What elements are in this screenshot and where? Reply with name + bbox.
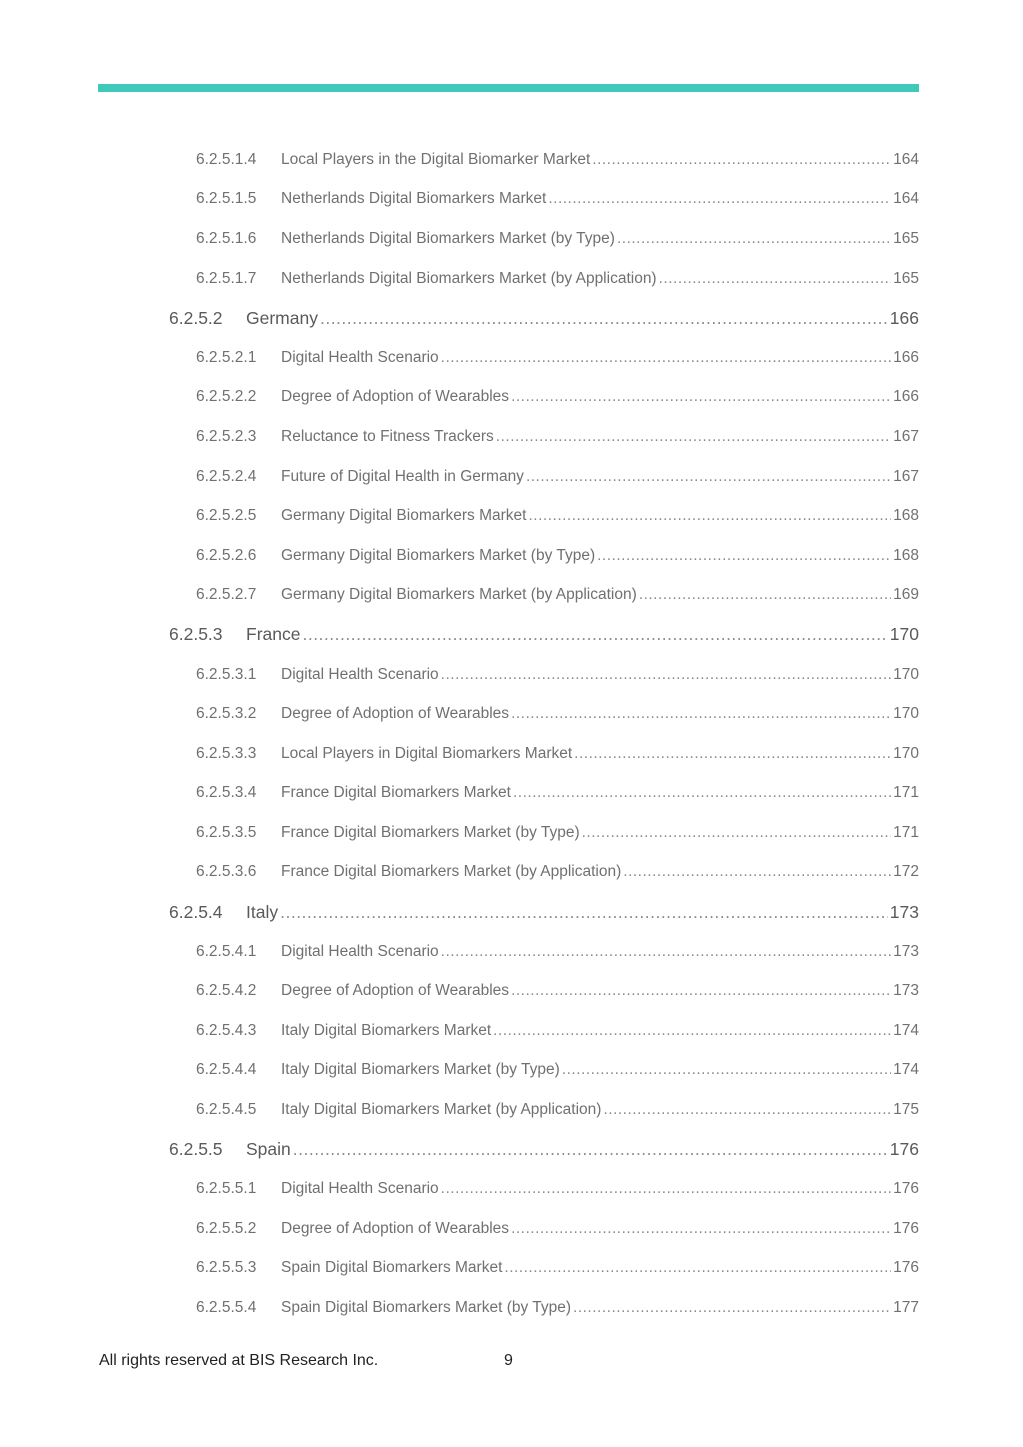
toc-entry[interactable] xyxy=(0,1209,1023,1249)
toc-entry-title: Reluctance to Fitness Trackers xyxy=(281,427,494,445)
toc-entry-title: Netherlands Digital Biomarkers Market xyxy=(281,190,547,208)
toc-entry-number: 6.2.5.4 xyxy=(169,901,223,922)
toc-dot-leader xyxy=(441,1180,891,1198)
toc-entry[interactable] xyxy=(0,615,1023,655)
toc-entry-title: Italy Digital Biomarkers Market xyxy=(281,1021,492,1039)
toc-dot-leader xyxy=(320,308,888,329)
toc-entry-title: Digital Health Scenario xyxy=(281,1180,439,1198)
toc-entry-page: 173 xyxy=(889,901,919,922)
header-accent-bar xyxy=(98,84,919,92)
toc-entry[interactable] xyxy=(0,259,1023,299)
toc-entry[interactable] xyxy=(0,1051,1023,1091)
toc-entry[interactable] xyxy=(0,892,1023,932)
toc-dot-leader xyxy=(441,349,891,367)
toc-entry-page: 168 xyxy=(893,507,919,525)
toc-dot-leader xyxy=(302,624,887,645)
toc-entry-title: Netherlands Digital Biomarkers Market (by Type) xyxy=(281,229,615,247)
toc-entry-page: 170 xyxy=(893,705,919,723)
toc-entry-page: 174 xyxy=(893,1021,919,1039)
toc-entry[interactable] xyxy=(0,1288,1023,1328)
toc-entry-number: 6.2.5.4.5 xyxy=(196,1101,257,1119)
toc-dot-leader xyxy=(513,784,891,802)
toc-entry-number: 6.2.5.4.1 xyxy=(196,942,257,960)
toc-dot-leader xyxy=(548,190,891,208)
toc-dot-leader xyxy=(592,151,891,169)
toc-entry-page: 170 xyxy=(893,744,919,762)
toc-entry-title: France Digital Biomarkers Market xyxy=(281,784,511,802)
toc-entry-page: 166 xyxy=(889,307,919,328)
toc-entry[interactable] xyxy=(0,853,1023,893)
toc-entry-title: Digital Health Scenario xyxy=(281,348,439,366)
toc-entry-number: 6.2.5.5.1 xyxy=(196,1180,257,1198)
toc-dot-leader xyxy=(573,1299,891,1317)
toc-entry-page: 176 xyxy=(893,1259,919,1277)
toc-entry-title: Degree of Adoption of Wearables xyxy=(281,1219,510,1237)
toc-entry-page: 165 xyxy=(893,269,919,287)
footer-copyright: All rights reserved at BIS Research Inc. xyxy=(99,1352,379,1369)
toc-entry[interactable] xyxy=(0,655,1023,695)
toc-entry-number: 6.2.5.3.6 xyxy=(196,863,257,881)
toc-dot-leader xyxy=(511,982,891,1000)
toc-entry-title: Degree of Adoption of Wearables xyxy=(281,705,510,723)
toc-dot-leader xyxy=(659,270,892,288)
toc-entry-title: Degree of Adoption of Wearables xyxy=(281,388,510,406)
toc-entry-title: Spain Digital Biomarkers Market xyxy=(281,1259,503,1277)
toc-entry-number: 6.2.5.3.5 xyxy=(196,823,257,841)
toc-dot-leader xyxy=(493,1022,891,1040)
toc-dot-leader xyxy=(582,824,892,842)
toc-entry[interactable] xyxy=(0,219,1023,259)
toc-dot-leader xyxy=(639,586,891,604)
toc-dot-leader xyxy=(504,1259,891,1277)
toc-entry[interactable] xyxy=(0,1169,1023,1209)
toc-entry-number: 6.2.5.2.7 xyxy=(196,586,257,604)
toc-entry[interactable] xyxy=(0,734,1023,774)
toc-entry-page: 165 xyxy=(893,229,919,247)
toc-entry-number: 6.2.5.3.1 xyxy=(196,665,257,683)
toc-entry-number: 6.2.5.3 xyxy=(169,624,223,645)
toc-entry-title: France xyxy=(246,624,301,645)
toc-dot-leader xyxy=(496,428,891,446)
toc-dot-leader xyxy=(441,943,891,961)
toc-entry-page: 167 xyxy=(893,427,919,445)
toc-dot-leader xyxy=(511,705,891,723)
toc-dot-leader xyxy=(511,388,891,406)
toc-dot-leader xyxy=(528,507,891,525)
toc-entry-page: 176 xyxy=(889,1139,919,1160)
toc-entry[interactable] xyxy=(0,338,1023,378)
toc-entry-number: 6.2.5.2.2 xyxy=(196,388,257,406)
toc-entry-title: Italy Digital Biomarkers Market (by Type) xyxy=(281,1061,560,1079)
toc-entry-number: 6.2.5.2 xyxy=(169,307,223,328)
toc-entry[interactable] xyxy=(0,180,1023,220)
toc-dot-leader xyxy=(280,902,888,923)
toc-entry-number: 6.2.5.3.3 xyxy=(196,744,257,762)
toc-entry-page: 173 xyxy=(893,942,919,960)
toc-entry-title: Italy xyxy=(246,901,279,922)
toc-entry-title: Germany Digital Biomarkers Market xyxy=(281,507,527,525)
toc-entry[interactable] xyxy=(0,1011,1023,1051)
toc-entry[interactable] xyxy=(0,298,1023,338)
toc-entry-page: 164 xyxy=(893,150,919,168)
toc-entry-title: Italy Digital Biomarkers Market (by Application) xyxy=(281,1101,602,1119)
toc-entry-title: Digital Health Scenario xyxy=(281,665,439,683)
toc-dot-leader xyxy=(623,863,891,881)
toc-entry-page: 168 xyxy=(893,546,919,564)
toc-entry-number: 6.2.5.5.2 xyxy=(196,1219,257,1237)
toc-entry-number: 6.2.5.2.5 xyxy=(196,507,257,525)
toc-entry-page: 169 xyxy=(893,586,919,604)
toc-dot-leader xyxy=(597,547,891,565)
toc-entry-number: 6.2.5.5.4 xyxy=(196,1299,257,1317)
toc-entry-title: Degree of Adoption of Wearables xyxy=(281,982,510,1000)
toc-entry-number: 6.2.5.3.4 xyxy=(196,784,257,802)
toc-entry-number: 6.2.5.1.6 xyxy=(196,229,257,247)
toc-entry[interactable] xyxy=(0,457,1023,497)
toc-entry-page: 167 xyxy=(893,467,919,485)
toc-entry-number: 6.2.5.1.7 xyxy=(196,269,257,287)
toc-dot-leader xyxy=(617,230,891,248)
toc-entry-title: Local Players in Digital Biomarkers Market xyxy=(281,744,573,762)
toc-entry-page: 176 xyxy=(893,1219,919,1237)
toc-entry-page: 176 xyxy=(893,1180,919,1198)
toc-entry-number: 6.2.5.1.5 xyxy=(196,190,257,208)
toc-entry[interactable] xyxy=(0,932,1023,972)
toc-dot-leader xyxy=(441,666,891,684)
toc-entry-page: 170 xyxy=(893,665,919,683)
toc-entry-title: France Digital Biomarkers Market (by Application) xyxy=(281,863,622,881)
toc-entry[interactable] xyxy=(0,417,1023,457)
toc-entry[interactable] xyxy=(0,694,1023,734)
toc-entry[interactable] xyxy=(0,576,1023,616)
toc-entry-number: 6.2.5.5.3 xyxy=(196,1259,257,1277)
toc-entry-number: 6.2.5.3.2 xyxy=(196,705,257,723)
toc-entry-number: 6.2.5.4.2 xyxy=(196,982,257,1000)
toc-dot-leader xyxy=(511,1220,891,1238)
toc-entry[interactable] xyxy=(0,971,1023,1011)
toc-entry-title: Spain xyxy=(246,1139,291,1160)
table-of-contents xyxy=(0,140,1023,1328)
toc-entry[interactable] xyxy=(0,378,1023,418)
toc-entry-page: 175 xyxy=(893,1101,919,1119)
toc-dot-leader xyxy=(562,1061,891,1079)
toc-dot-leader xyxy=(574,745,891,763)
toc-entry-title: Germany xyxy=(246,307,318,328)
toc-entry[interactable] xyxy=(0,813,1023,853)
toc-dot-leader xyxy=(293,1139,888,1160)
toc-dot-leader xyxy=(526,468,891,486)
toc-entry-page: 166 xyxy=(893,388,919,406)
toc-entry[interactable] xyxy=(0,140,1023,180)
toc-entry-title: Netherlands Digital Biomarkers Market (by Application) xyxy=(281,269,657,287)
toc-entry-number: 6.2.5.4.4 xyxy=(196,1061,257,1079)
toc-entry-title: France Digital Biomarkers Market (by Type) xyxy=(281,823,580,841)
toc-entry-number: 6.2.5.4.3 xyxy=(196,1021,257,1039)
toc-entry-title: Germany Digital Biomarkers Market (by Application) xyxy=(281,586,637,604)
toc-entry[interactable] xyxy=(0,496,1023,536)
toc-entry[interactable] xyxy=(0,536,1023,576)
toc-entry-number: 6.2.5.2.6 xyxy=(196,546,257,564)
toc-entry-page: 174 xyxy=(893,1061,919,1079)
toc-entry-title: Spain Digital Biomarkers Market (by Type) xyxy=(281,1299,572,1317)
toc-entry-number: 6.2.5.2.3 xyxy=(196,427,257,445)
toc-entry-page: 171 xyxy=(893,823,919,841)
toc-entry-page: 164 xyxy=(893,190,919,208)
toc-entry[interactable] xyxy=(0,1090,1023,1130)
toc-entry-page: 166 xyxy=(893,348,919,366)
toc-entry-title: Germany Digital Biomarkers Market (by Type) xyxy=(281,546,596,564)
toc-entry-title: Digital Health Scenario xyxy=(281,942,439,960)
toc-entry-title: Local Players in the Digital Biomarker Market xyxy=(281,150,591,168)
toc-entry-number: 6.2.5.5 xyxy=(169,1139,223,1160)
toc-entry[interactable] xyxy=(0,1130,1023,1170)
toc-entry-number: 6.2.5.2.4 xyxy=(196,467,257,485)
toc-entry[interactable] xyxy=(0,774,1023,814)
toc-entry-title: Future of Digital Health in Germany xyxy=(281,467,524,485)
toc-entry-page: 173 xyxy=(893,982,919,1000)
toc-entry-page: 177 xyxy=(893,1299,919,1317)
toc-dot-leader xyxy=(603,1101,891,1119)
toc-entry-page: 171 xyxy=(893,784,919,802)
toc-entry-page: 170 xyxy=(889,624,919,645)
footer-page-number: 9 xyxy=(504,1352,513,1369)
toc-entry-page: 172 xyxy=(893,863,919,881)
toc-entry-number: 6.2.5.1.4 xyxy=(196,150,257,168)
toc-entry[interactable] xyxy=(0,1249,1023,1289)
toc-entry-number: 6.2.5.2.1 xyxy=(196,348,257,366)
